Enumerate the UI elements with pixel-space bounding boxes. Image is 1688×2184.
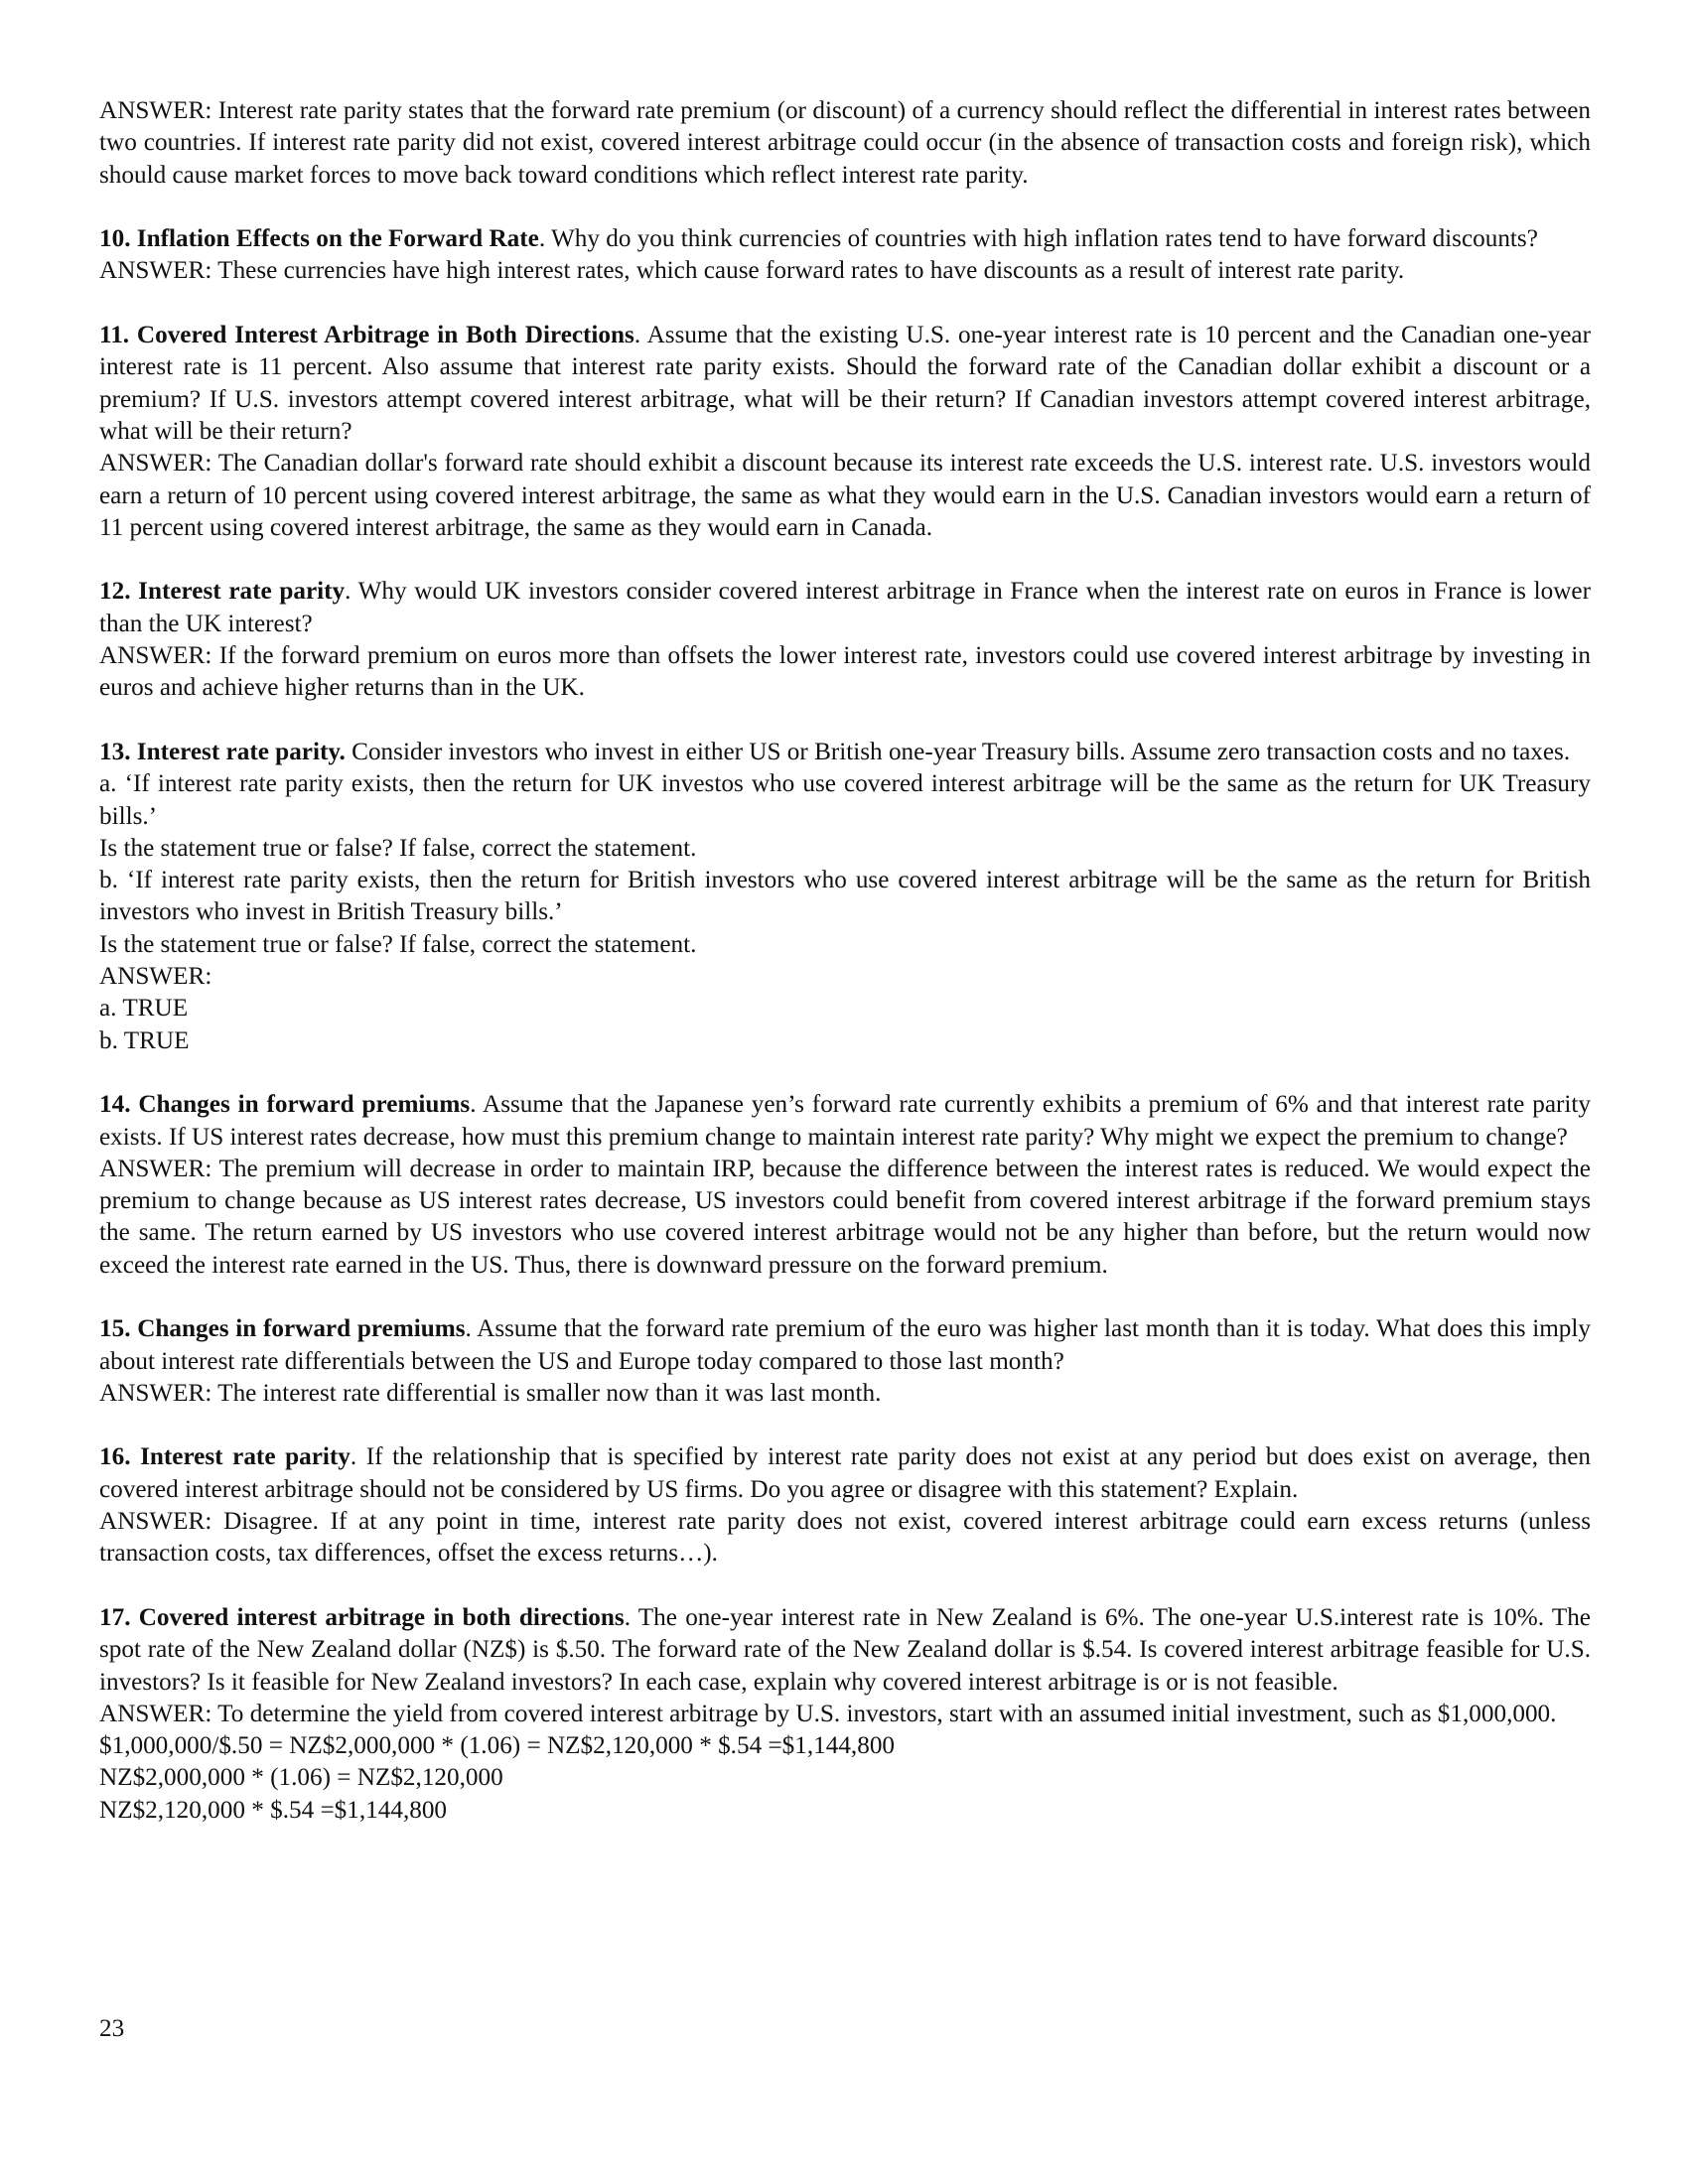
question-15 xyxy=(99,1313,1591,1378)
paragraph-gap xyxy=(99,1057,1591,1089)
question-13-title: 13. Interest rate parity. xyxy=(99,738,346,765)
question-11 xyxy=(99,320,1591,448)
question-10-text: . Why do you think currencies of countries with high inflation rates tend to have forward discounts? xyxy=(538,225,1538,253)
question-17 xyxy=(99,1602,1591,1699)
question-16 xyxy=(99,1441,1591,1506)
question-12-text: . Why would UK investors consider covered interest arbitrage in France when the interest rate on euros in France is lower than the UK interest? xyxy=(99,578,1591,637)
question-14-text: . Assume that the Japanese yen’s forward rate currently exhibits a premium of 6% and that interest rate parity exists. If US interest rates decrease, how must this premium change to maintain interest rate parity? Why might we expect the premium to change? xyxy=(99,1091,1591,1151)
paragraph-gap xyxy=(99,544,1591,576)
answer-17: ANSWER: To determine the yield from covered interest arbitrage by U.S. investors, start with an assumed initial investment, such as $1,000,000. xyxy=(99,1700,1557,1727)
answer-15: ANSWER: The interest rate differential is smaller now than it was last month. xyxy=(99,1379,882,1407)
answer-17-calc-1: $1,000,000/$.50 = NZ$2,000,000 * (1.06) = NZ$2,120,000 * $.54 =$1,144,800 xyxy=(99,1732,896,1760)
question-17-title: 17. Covered interest arbitrage in both directions xyxy=(99,1603,625,1631)
question-13 xyxy=(99,737,1591,768)
question-11-text: . Assume that the existing U.S. one-year interest rate is 10 percent and the Canadian one-year interest rate is 11 percent. Also assume that interest rate parity exists. Should the forward rate of the Canadian dollar exhibit a discount or a premium? If U.S. investors attempt covered interest arbitrage, what will be their return? If Canadian investors attempt covered interest arbitrage, what will be their return? xyxy=(99,322,1591,445)
paragraph-gap xyxy=(99,705,1591,737)
question-13-text: Consider investors who invest in either US or British one-year Treasury bills. Assume zero transaction costs and no taxes. xyxy=(345,738,1571,765)
question-11-title: 11. Covered Interest Arbitrage in Both Directions xyxy=(99,322,634,349)
document-page xyxy=(99,95,1591,1827)
question-15-title: 15. Changes in forward premiums xyxy=(99,1315,466,1343)
question-13-part-a-prompt: Is the statement true or false? If false, correct the statement. xyxy=(99,834,697,862)
question-16-text: . If the relationship that is specified by interest rate parity does not exist at any period but does exist on average, then covered interest arbitrage should not be considered by US firms. Do you agree or disagree with this statement? Explain. xyxy=(99,1443,1591,1503)
question-10-title: 10. Inflation Effects on the Forward Rate xyxy=(99,225,539,253)
answer-16: ANSWER: Disagree. If at any point in time, interest rate parity does not exist, covered interest arbitrage could earn excess returns (unless transaction costs, tax differences, offset the excess returns…). xyxy=(99,1508,1591,1568)
question-10 xyxy=(99,223,1591,255)
answer-13-label: ANSWER: xyxy=(99,963,212,991)
paragraph-gap xyxy=(99,192,1591,223)
question-14-title: 14. Changes in forward premiums xyxy=(99,1091,471,1119)
question-12-title: 12. Interest rate parity xyxy=(99,578,346,606)
question-12 xyxy=(99,576,1591,640)
answer-14: ANSWER: The premium will decrease in order to maintain IRP, because the difference between the interest rates is reduced. We would expect the premium to change because as US interest rates decrease, US investors could benefit from covered interest arbitrage if the forward premium stays the same. The return earned by US investors who use covered interest arbitrage would not be any higher than before, but the return would now exceed the interest rate earned in the US. Thus, there is downward pressure on the forward premium. xyxy=(99,1155,1591,1279)
paragraph-gap xyxy=(99,1570,1591,1602)
question-13-part-b: b. ‘If interest rate parity exists, then the return for British investors who use covered interest arbitrage will be the same as the return for British investors who invest in British Treasury bills.’ xyxy=(99,867,1591,926)
question-13-part-a: a. ‘If interest rate parity exists, then the return for UK investos who use covered interest arbitrage will be the same as the return for UK Treasury bills.’ xyxy=(99,770,1591,830)
paragraph-gap xyxy=(99,1410,1591,1441)
answer-13-a: a. TRUE xyxy=(99,995,189,1023)
answer-10: ANSWER: These currencies have high interest rates, which cause forward rates to have discounts as a result of interest rate parity. xyxy=(99,257,1405,285)
question-14 xyxy=(99,1089,1591,1154)
question-15-text: . Assume that the forward rate premium of the euro was higher last month than it is today. What does this imply about interest rate differentials between the US and Europe today compared to those last month? xyxy=(99,1315,1591,1375)
question-13-part-b-prompt: Is the statement true or false? If false, correct the statement. xyxy=(99,930,697,958)
answer-13-b: b. TRUE xyxy=(99,1026,190,1054)
answer-12: ANSWER: If the forward premium on euros more than offsets the lower interest rate, investors could use covered interest arbitrage by investing in euros and achieve higher returns than in the UK. xyxy=(99,642,1591,702)
question-17-text: . The one-year interest rate in New Zealand is 6%. The one-year U.S.interest rate is 10%. The spot rate of the New Zealand dollar (NZ$) is $.50. The forward rate of the New Zealand dollar is $.54. Is covered interest arbitrage feasible for U.S. investors? Is it feasible for New Zealand investors? In each case, explain why covered interest arbitrage is or is not feasible. xyxy=(99,1603,1591,1696)
intro-answer: ANSWER: Interest rate parity states that the forward rate premium (or discount) of a currency should reflect the differential in interest rates between two countries. If interest rate parity did not exist, covered interest arbitrage could occur (in the absence of transaction costs and foreign risk), which should cause market forces to move back toward conditions which reflect interest rate parity. xyxy=(99,97,1591,189)
paragraph-gap xyxy=(99,288,1591,320)
page-number: 23 xyxy=(99,2015,125,2042)
answer-11: ANSWER: The Canadian dollar's forward rate should exhibit a discount because its interest rate exceeds the U.S. interest rate. U.S. investors would earn a return of 10 percent using covered interest arbitrage, the same as what they would earn in the U.S. Canadian investors would earn a return of 11 percent using covered interest arbitrage, the same as they would earn in Canada. xyxy=(99,450,1591,541)
answer-17-calc-3: NZ$2,120,000 * $.54 =$1,144,800 xyxy=(99,1796,448,1824)
paragraph-gap xyxy=(99,1282,1591,1313)
answer-17-calc-2: NZ$2,000,000 * (1.06) = NZ$2,120,000 xyxy=(99,1764,503,1792)
question-16-title: 16. Interest rate parity xyxy=(99,1443,351,1471)
